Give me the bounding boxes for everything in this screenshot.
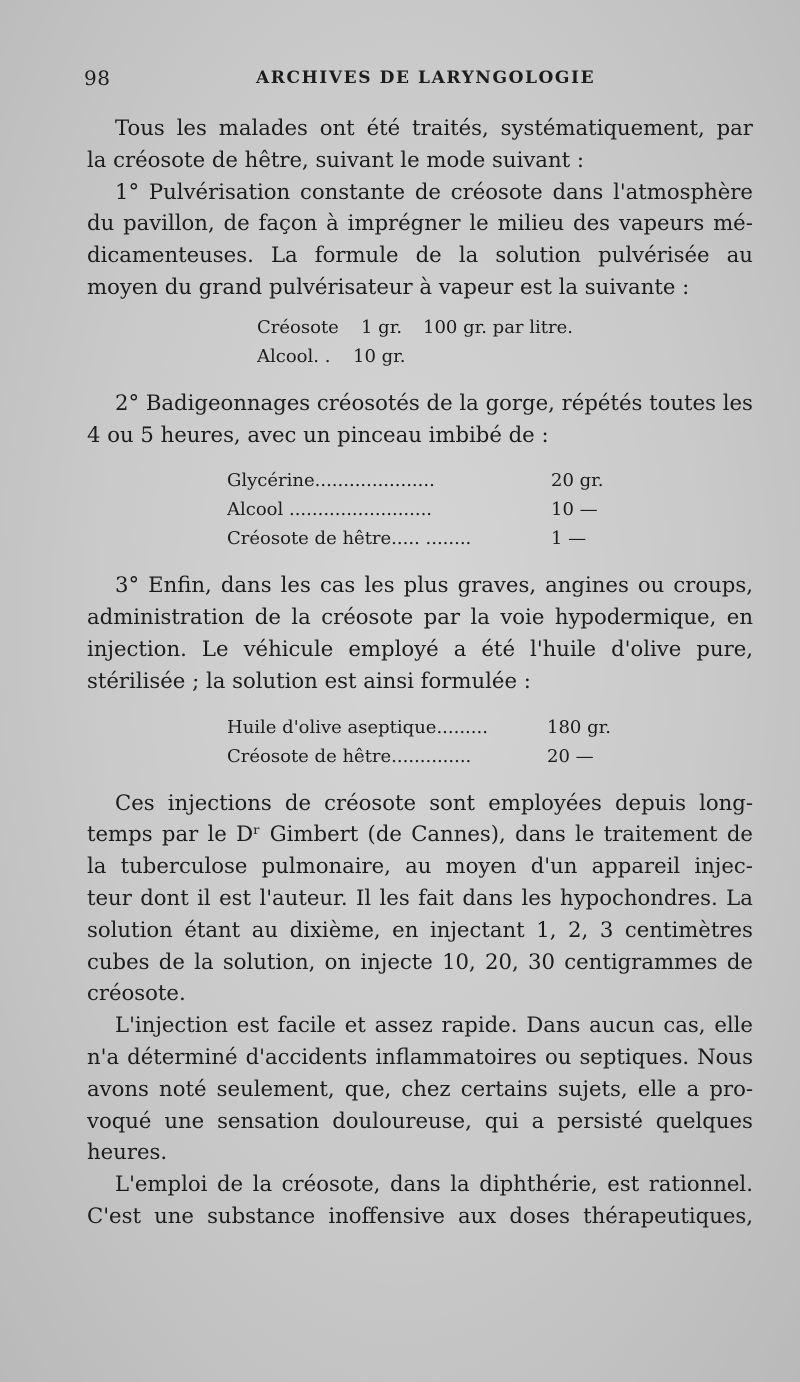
text-line: dicamenteuses. La formule de la solution pulvérisée au — [87, 242, 753, 268]
text-line: voqué une sensation douloureuse, qui a persisté quelques — [87, 1107, 753, 1133]
formula-row — [257, 342, 753, 371]
formula-row — [227, 466, 619, 495]
formula-swab — [227, 466, 619, 553]
ingredient-qty: 10 gr. — [353, 345, 406, 367]
text-line: 1° Pulvérisation constante de créosote dans l'atmosphère — [115, 178, 753, 204]
formula-injection — [227, 713, 627, 771]
text-line: la tuberculose pulmonaire, au moyen d'un appareil injec- — [87, 853, 753, 879]
page-header — [84, 66, 764, 96]
ingredient-qty: 10 — — [551, 499, 598, 521]
ingredient-name: Créosote — [257, 316, 339, 338]
text-line: Tous les malades ont été traités, systématiquement, par — [115, 115, 753, 140]
text-line: cubes de la solution, on injecte 10, 20, 30 centigrammes de — [87, 948, 753, 974]
formula-row — [257, 313, 753, 342]
text-line: injection. Le véhicule employé a été l'huile d'olive pure, — [87, 635, 753, 661]
formula-row — [227, 713, 627, 742]
text-line: temps par le Dʳ Gimbert (de Cannes), dans le traitement de — [87, 821, 753, 847]
text-line: Ces injections de créosote sont employées depuis long- — [115, 789, 753, 815]
page-body — [87, 112, 753, 1232]
text-line: 2° Badigeonnages créosotés de la gorge, répétés toutes les — [115, 389, 753, 415]
ingredient-name: Alcool. . — [257, 345, 331, 367]
ingredient-qty: 20 gr. — [551, 470, 604, 492]
text-line: n'a déterminé d'accidents inflammatoires ou septiques. Nous — [87, 1043, 753, 1069]
formula-row — [227, 742, 627, 771]
formula-spray — [257, 313, 753, 371]
formula-row — [227, 495, 619, 524]
conclusion-paragraph — [87, 1168, 753, 1232]
ingredient-qty: 20 — — [547, 745, 594, 767]
text-line: la créosote de hêtre, suivant le mode suivant : — [87, 146, 584, 172]
ingredient-name: Alcool ......................... — [227, 499, 433, 521]
ingredient-note: 100 gr. par litre. — [423, 316, 573, 338]
tolerance-paragraph — [87, 1009, 753, 1168]
item-1-paragraph — [87, 176, 753, 303]
item-2-paragraph — [87, 387, 753, 451]
text-line: créosote. — [87, 980, 186, 1006]
text-line: heures. — [87, 1139, 168, 1165]
injection-paragraph — [87, 787, 753, 1010]
text-line: 3° Enfin, dans les cas les plus graves, angines ou croups, — [115, 572, 753, 598]
text-line: avons noté seulement, que, chez certains sujets, elle a pro- — [87, 1075, 753, 1101]
text-line: stérilisée ; la solution est ainsi formulée : — [87, 667, 531, 693]
running-title: ARCHIVES DE LARYNGOLOGIE — [256, 68, 596, 88]
text-line: L'injection est facile et assez rapide. Dans aucun cas, elle — [115, 1012, 753, 1038]
item-3-paragraph — [87, 569, 753, 696]
text-line: du pavillon, de façon à imprégner le milieu des vapeurs mé- — [87, 210, 753, 236]
text-line: solution étant au dixième, en injectant 1, 2, 3 centimètres — [87, 916, 753, 942]
text-line: 4 ou 5 heures, avec un pinceau imbibé de : — [87, 421, 549, 447]
formula-row — [227, 524, 619, 553]
text-line: teur dont il est l'auteur. Il les fait dans les hypochondres. La — [87, 884, 753, 910]
ingredient-qty: 1 gr. — [361, 316, 403, 338]
ingredient-name: Créosote de hêtre.............. — [227, 745, 472, 767]
ingredient-name: Créosote de hêtre..... ........ — [227, 528, 472, 550]
text-line: moyen du grand pulvérisateur à vapeur est la suivante : — [87, 273, 690, 299]
ingredient-qty: 1 — — [551, 528, 587, 550]
intro-paragraph — [87, 112, 753, 176]
text-line: administration de la créosote par la voie hypodermique, en — [87, 604, 753, 630]
ingredient-name: Huile d'olive aseptique......... — [227, 716, 488, 738]
ingredient-name: Glycérine..................... — [227, 470, 435, 492]
ingredient-qty: 180 gr. — [547, 716, 611, 738]
page-number: 98 — [84, 66, 111, 90]
text-line: C'est une substance inoffensive aux doses thérapeutiques, — [87, 1202, 753, 1228]
text-line: L'emploi de la créosote, dans la diphthérie, est rationnel. — [115, 1171, 753, 1197]
